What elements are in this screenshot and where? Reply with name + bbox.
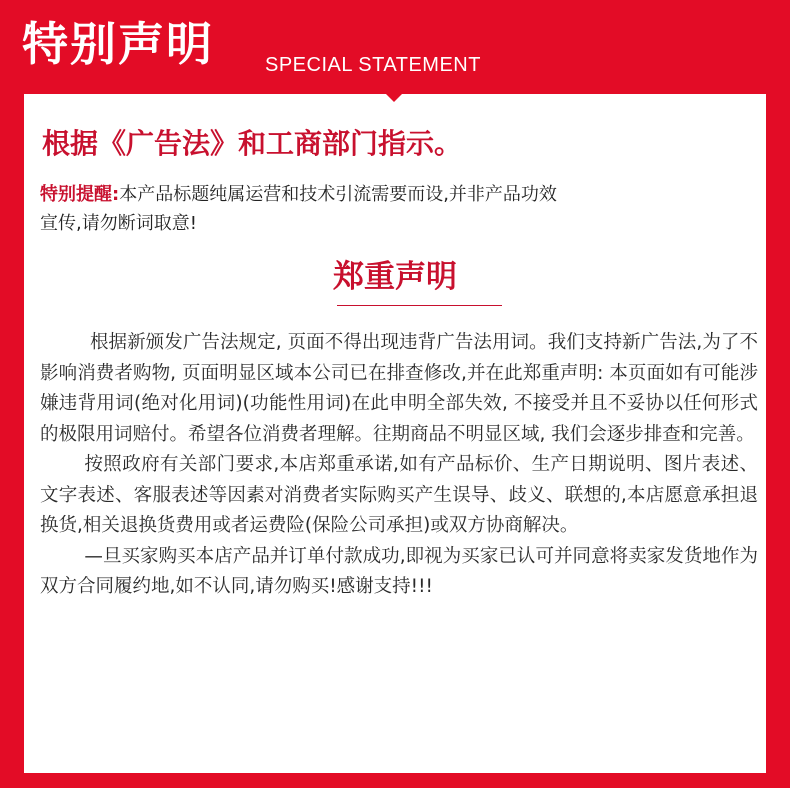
section-title: 郑重声明 [333, 259, 457, 295]
page-title: 特别声明 [22, 17, 214, 71]
reminder-text: 本产品标题纯属运营和技术引流需要而设,并非产品功效宣传,请勿断词取意! [40, 184, 557, 234]
title-underline [337, 305, 502, 306]
paragraph: —旦买家购买本店产品并订单付款成功,即视为买家已认可并同意将卖家发货地作为双方合同履约地,如不认同,请勿购买!感谢支持!!! [40, 545, 758, 597]
statement-body [40, 328, 758, 603]
paragraph: 按照政府有关部门要求,本店郑重承诺,如有产品标价、生产日期说明、图片表述、文字表述、客服表述等因素对消费者实际购买产生误导、歧义、联想的,本店愿意承担退换货,相关退换货费用或者运费险(保险公司承担)或双方协商解决。 [40, 454, 758, 536]
headline: 根据《广告法》和工商部门指示。 [42, 127, 463, 160]
page-title-english: SPECIAL STATEMENT [265, 54, 481, 76]
special-reminder [40, 180, 570, 238]
reminder-lead: 特别提醒: [40, 184, 120, 205]
header-notch [380, 88, 408, 102]
paragraph: 根据新颁发广告法规定, 页面不得出现违背广告法用词。我们支持新广告法,为了不影响消费者购物, 页面明显区域本公司已在排查修改,并在此郑重声明: 本页面如有可能涉嫌违背用词(绝对化用词)(功能性用词)在此申明全部失效, 不接受并且不妥协以任何形式的极限用词赔付。希望各位消费者理解。往期商品不明显区域, 我们会逐步排查和完善。 [40, 332, 758, 445]
statement-panel [21, 91, 769, 776]
header-banner [0, 0, 790, 92]
